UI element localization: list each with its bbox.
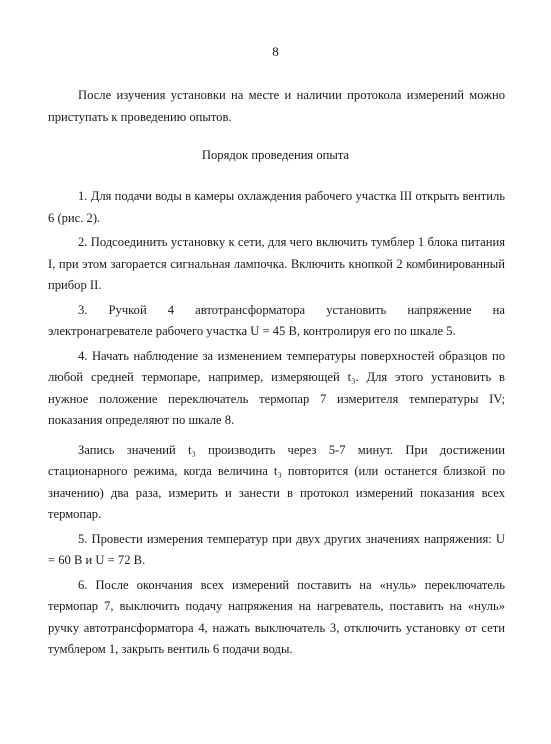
step-4-paragraph: 4. Начать наблюдение за изменением температуры поверхностей образцов по любой средней термопаре, например, измеряющей t₃. Для этого установить в нужное положение переключатель термопар 7 измерителя температуры IV; показания определяют по шкале 8. [48,348,505,427]
steps-block [48,186,505,661]
step-2-paragraph: 2. Подсоединить установку к сети, для чего включить тумблер 1 блока питания I, при этом загорается сигнальная лампочка. Включить кнопкой 2 комбинированный прибор II. [48,235,505,292]
section-heading: Порядок проведения опыта [201,148,350,162]
page-number: 8 [272,44,279,59]
step-1-paragraph: 1. Для подачи воды в камеры охлаждения рабочего участка III открыть вентиль 6 (рис. 2). [48,189,505,225]
step-5-paragraph: 5. Провести измерения температур при двух других значениях напряжения: U = 60 В и U = 72 В. [48,531,505,567]
intro-block [48,85,505,128]
intro-paragraph: После изучения установки на месте и наличии протокола измерений можно приступать к проведению опытов. [48,88,505,124]
recording-paragraph: Запись значений t₃ производить через 5-7 минут. При достижении стационарного режима, когда величина t₃ повторится (или останется близкой по значению) два раза, измерить и занести в протокол измерений показания всех термопар. [48,442,505,521]
step-3-paragraph: 3. Ручкой 4 автотрансформатора установить напряжение на электронагревателе рабочего участка U = 45 В, контролируя его по шкале 5. [48,302,505,338]
step-6-paragraph: 6. После окончания всех измерений поставить на «нуль» переключатель термопар 7, выключить подачу напряжения на нагреватель, поставить на «нуль» ручку автотрансформатора 4, нажать выключатель 3, отключить установку от сети тумблером 1, закрыть вентиль 6 подачи воды. [48,577,505,656]
